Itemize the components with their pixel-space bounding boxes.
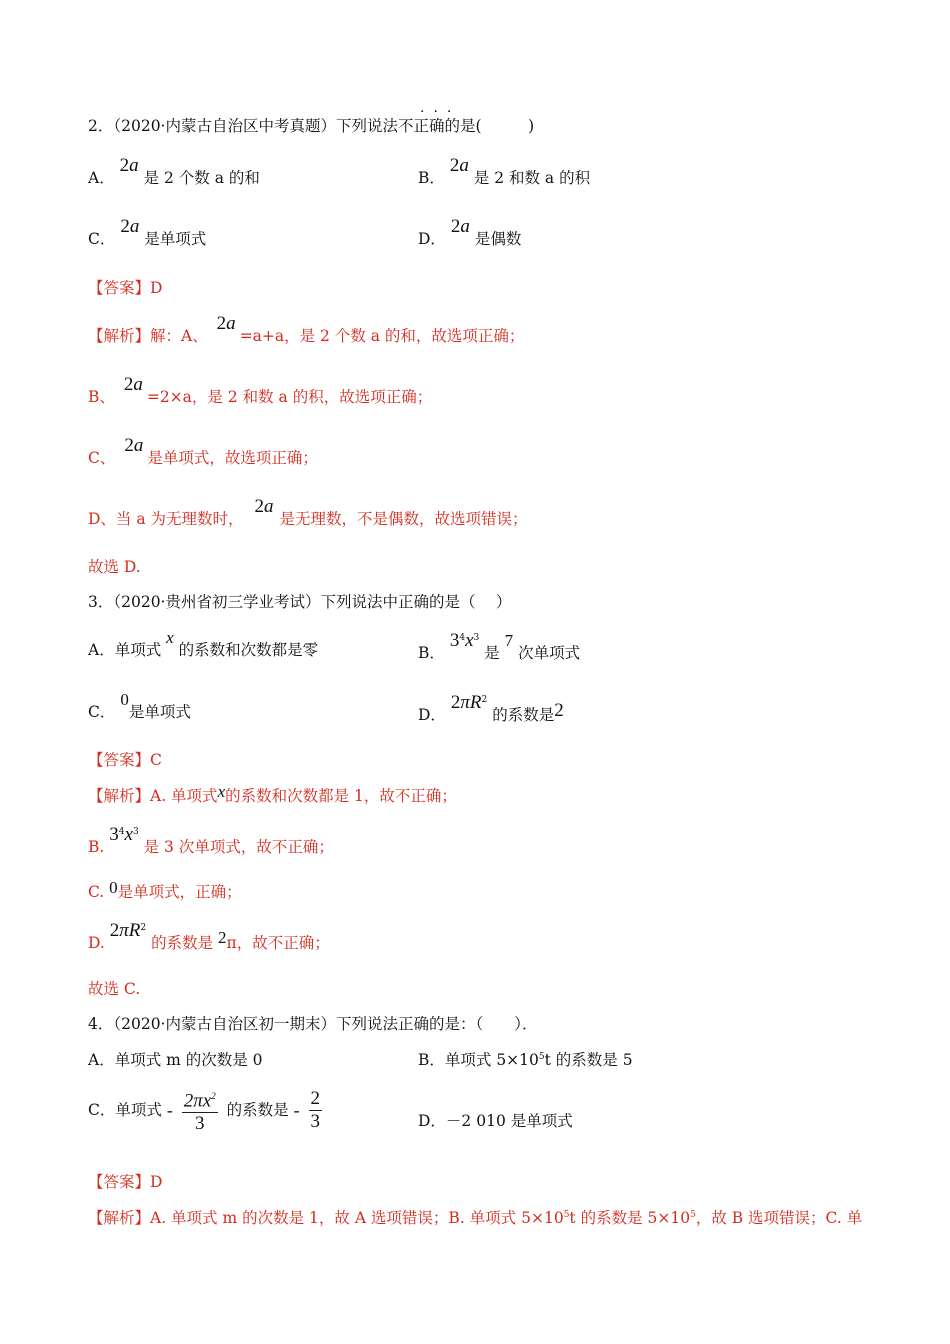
minus-sign: - [166,1100,173,1121]
q3-answer: 【答案】C [88,751,162,769]
q2-stem-pre: 2．（2020·内蒙古自治区中考真题）下列说法 [88,117,398,135]
q2-option-c: C． 2a 是单项式 [88,216,207,248]
expr-2a: 2a [120,216,140,237]
q3-option-b: B． $3^4x^3$ 是 7 次单项式 [418,630,581,663]
q2-analysis-b: B、 2a=2×a，是 2 和数 a 的积，故选项正确； [88,374,433,406]
q2-analysis-a: 【解析】解：A、 2a=a+a，是 2 个数 a 的和，故选项正确； [88,313,525,345]
q2-option-a: A． 2a 是 2 个数 a 的和 [88,155,260,187]
q4-option-c: C．单项式 - $\frac{2\pi x^2}{3}$ 的系数是 - $\frac{2}{3}$ [88,1085,326,1135]
q4-option-d: D．－2 010 是单项式 [418,1112,573,1130]
q2-stem-emphasis: 不正 [398,117,430,135]
q3-analysis-c: C. 0是单项式，正确； [88,878,242,901]
q3-option-c: C． 0是单项式 [88,690,191,721]
q3-analysis-d: D. $2\pi R^2$ 的系数是 2π，故不正确； [88,920,330,953]
q2-conclusion: 故选 D. [88,558,141,576]
q3-analysis-a: 【解析】A. 单项式x的系数和次数都是 1，故不正确； [88,782,457,805]
fraction-2pix2-over-3: $\frac{2\pi x^2}{3}$ [182,1085,218,1135]
expr-2a: 2a [216,313,236,334]
q4-option-b: B．单项式 $5\times 10^5t$ 的系数是 5 [418,1051,633,1069]
q4-analysis: 【解析】A. 单项式 m 的次数是 1，故 A 选项错误；B. 单项式 $5\times 10^5t$ 的系数是 $5\times 10^5$，故 B 选项错误；C. 单 [88,1209,863,1227]
fraction-2-over-3: $\frac{2}{3}$ [310,1087,321,1132]
q2-stem-post: 确的是( ) [429,117,535,135]
q2-option-d: D． 2a 是偶数 [418,216,522,248]
q3-option-a: A．单项式 x 的系数和次数都是零 [88,628,319,659]
q2-stem [88,116,534,136]
expr-2a: 2a [124,435,144,456]
q2-analysis-c: C、 2a是单项式，故选项正确； [88,435,318,467]
expr-3-4-x-3: $3^4x^3$ [449,630,480,652]
emphasis-dots: ··· [420,104,461,120]
expr-2a: 2a [254,496,274,517]
q4-answer: 【答案】D [88,1173,163,1191]
expr-2a: 2a [119,155,139,176]
expr-3-4-x-3: $3^4x^3$ [109,824,139,846]
q3-conclusion: 故选 C. [88,980,141,998]
expr-2piR2: $2\pi R^2$ [109,920,147,942]
q2-answer: 【答案】D [88,279,163,297]
q4-stem: 4．（2020·内蒙古自治区初一期末）下列说法正确的是：（ ）． [88,1015,538,1033]
q2-analysis-d: D、当 a 为无理数时， 2a是无理数，不是偶数，故选项错误； [88,496,528,528]
expr-2piR2: $2\pi R^2$ [450,692,488,714]
q2-option-b: B． 2a 是 2 和数 a 的积 [418,155,591,187]
expr-2a: 2a [450,216,470,237]
q4-option-a: A．单项式 m 的次数是 0 [88,1051,263,1069]
q3-analysis-b: B. $3^4x^3$ 是 3 次单项式，故不正确； [88,824,334,857]
q3-stem: 3．（2020·贵州省初三学业考试）下列说法中正确的是（ ） [88,593,512,611]
minus-sign: - [293,1100,300,1121]
q3-option-d: D． $2\pi R^2$ 的系数是2 [418,692,564,725]
var-x: x [166,628,174,647]
expr-2a: 2a [449,155,469,176]
expr-2a: 2a [123,374,143,395]
